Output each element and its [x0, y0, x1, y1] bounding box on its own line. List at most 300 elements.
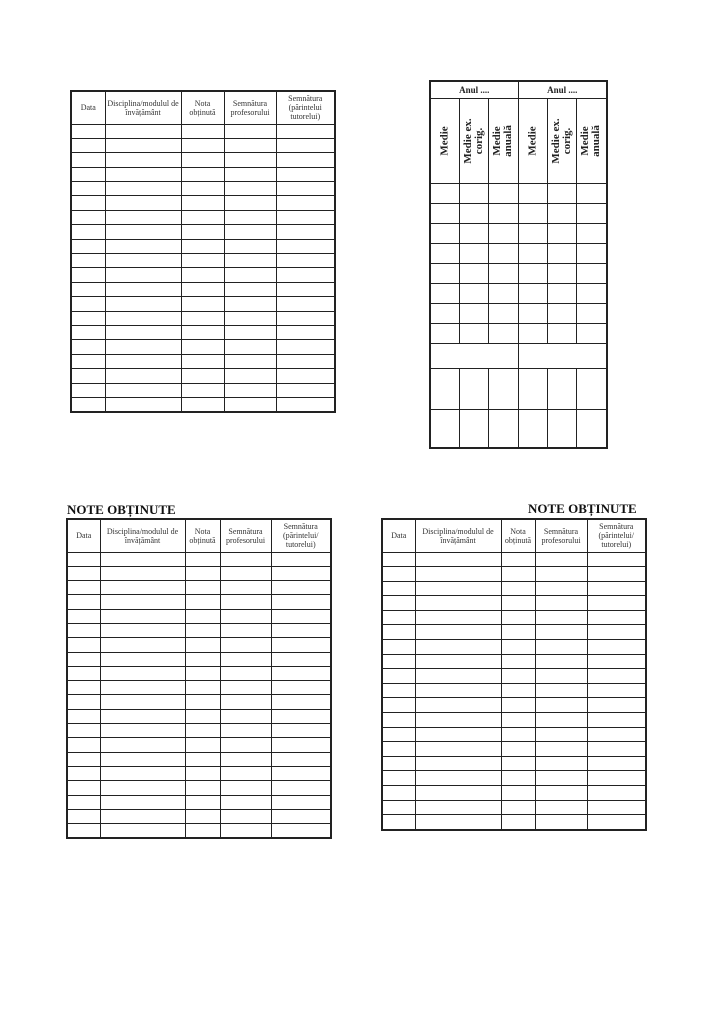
- table-cell[interactable]: [501, 610, 535, 625]
- table-cell[interactable]: [105, 340, 181, 354]
- average-cell[interactable]: [488, 244, 518, 264]
- table-cell[interactable]: [271, 738, 331, 752]
- table-cell[interactable]: [220, 666, 271, 680]
- average-cell[interactable]: [430, 224, 459, 244]
- table-cell[interactable]: [271, 609, 331, 623]
- table-cell[interactable]: [535, 610, 587, 625]
- table-cell[interactable]: [382, 625, 415, 640]
- table-cell[interactable]: [276, 340, 335, 354]
- table-cell[interactable]: [415, 756, 501, 771]
- table-cell[interactable]: [181, 153, 224, 167]
- signature-cell[interactable]: [518, 369, 547, 410]
- table-cell[interactable]: [382, 713, 415, 728]
- table-cell[interactable]: [276, 397, 335, 412]
- table-cell[interactable]: [587, 771, 646, 786]
- table-cell[interactable]: [224, 369, 276, 383]
- table-cell[interactable]: [276, 138, 335, 152]
- table-cell[interactable]: [276, 210, 335, 224]
- table-cell[interactable]: [535, 800, 587, 815]
- table-cell[interactable]: [71, 196, 105, 210]
- table-cell[interactable]: [535, 669, 587, 684]
- table-cell[interactable]: [501, 771, 535, 786]
- table-cell[interactable]: [382, 581, 415, 596]
- average-cell[interactable]: [488, 324, 518, 344]
- table-cell[interactable]: [276, 311, 335, 325]
- table-cell[interactable]: [185, 566, 220, 580]
- table-cell[interactable]: [220, 724, 271, 738]
- table-cell[interactable]: [181, 254, 224, 268]
- table-cell[interactable]: [105, 153, 181, 167]
- table-cell[interactable]: [67, 609, 100, 623]
- table-cell[interactable]: [185, 666, 220, 680]
- table-cell[interactable]: [71, 383, 105, 397]
- table-cell[interactable]: [415, 552, 501, 567]
- table-cell[interactable]: [100, 595, 185, 609]
- table-cell[interactable]: [67, 752, 100, 766]
- average-cell[interactable]: [576, 264, 607, 284]
- table-cell[interactable]: [105, 297, 181, 311]
- table-cell[interactable]: [276, 297, 335, 311]
- table-cell[interactable]: [276, 225, 335, 239]
- table-cell[interactable]: [415, 800, 501, 815]
- average-cell[interactable]: [518, 264, 547, 284]
- table-cell[interactable]: [276, 167, 335, 181]
- table-cell[interactable]: [535, 625, 587, 640]
- signature-cell[interactable]: [576, 369, 607, 410]
- table-cell[interactable]: [587, 698, 646, 713]
- table-cell[interactable]: [71, 297, 105, 311]
- table-cell[interactable]: [276, 369, 335, 383]
- signature-cell[interactable]: [430, 410, 459, 449]
- average-cell[interactable]: [576, 224, 607, 244]
- table-cell[interactable]: [181, 297, 224, 311]
- table-cell[interactable]: [105, 254, 181, 268]
- table-cell[interactable]: [501, 596, 535, 611]
- table-cell[interactable]: [224, 268, 276, 282]
- average-cell[interactable]: [576, 244, 607, 264]
- table-cell[interactable]: [501, 815, 535, 830]
- table-cell[interactable]: [224, 325, 276, 339]
- table-cell[interactable]: [587, 552, 646, 567]
- table-cell[interactable]: [271, 695, 331, 709]
- table-cell[interactable]: [271, 752, 331, 766]
- table-cell[interactable]: [271, 552, 331, 566]
- table-cell[interactable]: [415, 771, 501, 786]
- table-cell[interactable]: [71, 138, 105, 152]
- table-cell[interactable]: [220, 781, 271, 795]
- table-cell[interactable]: [71, 153, 105, 167]
- table-cell[interactable]: [100, 638, 185, 652]
- table-cell[interactable]: [382, 596, 415, 611]
- table-cell[interactable]: [382, 610, 415, 625]
- average-cell[interactable]: [430, 244, 459, 264]
- table-cell[interactable]: [382, 815, 415, 830]
- average-cell[interactable]: [518, 324, 547, 344]
- table-cell[interactable]: [535, 713, 587, 728]
- table-cell[interactable]: [271, 681, 331, 695]
- table-cell[interactable]: [185, 552, 220, 566]
- table-cell[interactable]: [271, 666, 331, 680]
- table-cell[interactable]: [105, 124, 181, 138]
- table-cell[interactable]: [415, 640, 501, 655]
- table-cell[interactable]: [71, 268, 105, 282]
- signature-cell[interactable]: [459, 410, 488, 449]
- table-cell[interactable]: [185, 752, 220, 766]
- table-cell[interactable]: [415, 815, 501, 830]
- table-cell[interactable]: [67, 552, 100, 566]
- table-cell[interactable]: [67, 595, 100, 609]
- table-cell[interactable]: [535, 567, 587, 582]
- table-cell[interactable]: [181, 196, 224, 210]
- table-cell[interactable]: [71, 325, 105, 339]
- table-cell[interactable]: [276, 196, 335, 210]
- table-cell[interactable]: [100, 824, 185, 839]
- table-cell[interactable]: [100, 738, 185, 752]
- table-cell[interactable]: [382, 567, 415, 582]
- average-cell[interactable]: [547, 264, 576, 284]
- table-cell[interactable]: [501, 581, 535, 596]
- table-cell[interactable]: [587, 610, 646, 625]
- table-cell[interactable]: [105, 369, 181, 383]
- table-cell[interactable]: [224, 210, 276, 224]
- table-cell[interactable]: [220, 738, 271, 752]
- table-cell[interactable]: [71, 239, 105, 253]
- table-cell[interactable]: [276, 182, 335, 196]
- table-cell[interactable]: [415, 625, 501, 640]
- table-cell[interactable]: [501, 683, 535, 698]
- table-cell[interactable]: [181, 210, 224, 224]
- table-cell[interactable]: [220, 795, 271, 809]
- table-cell[interactable]: [271, 566, 331, 580]
- table-cell[interactable]: [71, 397, 105, 412]
- table-cell[interactable]: [224, 282, 276, 296]
- table-cell[interactable]: [587, 727, 646, 742]
- table-cell[interactable]: [535, 756, 587, 771]
- table-cell[interactable]: [67, 652, 100, 666]
- table-cell[interactable]: [185, 595, 220, 609]
- table-cell[interactable]: [181, 383, 224, 397]
- table-cell[interactable]: [382, 756, 415, 771]
- table-cell[interactable]: [501, 786, 535, 801]
- table-cell[interactable]: [220, 766, 271, 780]
- table-cell[interactable]: [100, 623, 185, 637]
- average-cell[interactable]: [576, 284, 607, 304]
- table-cell[interactable]: [535, 654, 587, 669]
- table-cell[interactable]: [501, 698, 535, 713]
- table-cell[interactable]: [587, 683, 646, 698]
- table-cell[interactable]: [276, 268, 335, 282]
- table-cell[interactable]: [535, 683, 587, 698]
- table-cell[interactable]: [415, 581, 501, 596]
- table-cell[interactable]: [382, 552, 415, 567]
- average-cell[interactable]: [576, 184, 607, 204]
- average-cell[interactable]: [459, 284, 488, 304]
- table-cell[interactable]: [224, 225, 276, 239]
- table-cell[interactable]: [181, 268, 224, 282]
- table-cell[interactable]: [382, 786, 415, 801]
- average-cell[interactable]: [459, 224, 488, 244]
- average-cell[interactable]: [576, 324, 607, 344]
- table-cell[interactable]: [220, 709, 271, 723]
- average-cell[interactable]: [459, 324, 488, 344]
- table-cell[interactable]: [224, 297, 276, 311]
- table-cell[interactable]: [181, 325, 224, 339]
- table-cell[interactable]: [276, 383, 335, 397]
- table-cell[interactable]: [71, 167, 105, 181]
- average-cell[interactable]: [488, 184, 518, 204]
- signature-cell[interactable]: [547, 410, 576, 449]
- table-cell[interactable]: [415, 610, 501, 625]
- table-cell[interactable]: [71, 369, 105, 383]
- table-cell[interactable]: [501, 654, 535, 669]
- table-cell[interactable]: [501, 669, 535, 684]
- table-cell[interactable]: [100, 724, 185, 738]
- table-cell[interactable]: [224, 340, 276, 354]
- signature-cell[interactable]: [459, 369, 488, 410]
- average-cell[interactable]: [576, 304, 607, 324]
- table-cell[interactable]: [67, 666, 100, 680]
- table-cell[interactable]: [276, 282, 335, 296]
- table-cell[interactable]: [587, 742, 646, 757]
- table-cell[interactable]: [105, 268, 181, 282]
- table-cell[interactable]: [587, 756, 646, 771]
- table-cell[interactable]: [535, 727, 587, 742]
- table-cell[interactable]: [587, 625, 646, 640]
- table-cell[interactable]: [181, 182, 224, 196]
- table-cell[interactable]: [71, 254, 105, 268]
- table-cell[interactable]: [105, 325, 181, 339]
- table-cell[interactable]: [587, 596, 646, 611]
- table-cell[interactable]: [220, 623, 271, 637]
- table-cell[interactable]: [71, 340, 105, 354]
- average-cell[interactable]: [488, 204, 518, 224]
- table-cell[interactable]: [276, 354, 335, 368]
- table-cell[interactable]: [100, 752, 185, 766]
- table-cell[interactable]: [587, 640, 646, 655]
- table-cell[interactable]: [382, 640, 415, 655]
- average-cell[interactable]: [547, 284, 576, 304]
- average-cell[interactable]: [488, 224, 518, 244]
- table-cell[interactable]: [105, 311, 181, 325]
- table-cell[interactable]: [271, 652, 331, 666]
- table-cell[interactable]: [185, 581, 220, 595]
- table-cell[interactable]: [220, 638, 271, 652]
- table-cell[interactable]: [67, 781, 100, 795]
- table-cell[interactable]: [224, 239, 276, 253]
- table-cell[interactable]: [181, 354, 224, 368]
- table-cell[interactable]: [415, 713, 501, 728]
- summary-cell[interactable]: [430, 344, 518, 369]
- average-cell[interactable]: [459, 204, 488, 224]
- table-cell[interactable]: [276, 124, 335, 138]
- table-cell[interactable]: [276, 254, 335, 268]
- table-cell[interactable]: [100, 666, 185, 680]
- table-cell[interactable]: [382, 683, 415, 698]
- table-cell[interactable]: [535, 640, 587, 655]
- table-cell[interactable]: [67, 709, 100, 723]
- table-cell[interactable]: [224, 167, 276, 181]
- table-cell[interactable]: [185, 766, 220, 780]
- table-cell[interactable]: [535, 786, 587, 801]
- signature-cell[interactable]: [547, 369, 576, 410]
- table-cell[interactable]: [185, 795, 220, 809]
- table-cell[interactable]: [100, 695, 185, 709]
- table-cell[interactable]: [100, 566, 185, 580]
- table-cell[interactable]: [67, 766, 100, 780]
- average-cell[interactable]: [459, 264, 488, 284]
- signature-cell[interactable]: [430, 369, 459, 410]
- table-cell[interactable]: [220, 595, 271, 609]
- table-cell[interactable]: [100, 795, 185, 809]
- table-cell[interactable]: [105, 210, 181, 224]
- table-cell[interactable]: [100, 809, 185, 823]
- table-cell[interactable]: [220, 681, 271, 695]
- average-cell[interactable]: [459, 244, 488, 264]
- table-cell[interactable]: [501, 742, 535, 757]
- table-cell[interactable]: [271, 781, 331, 795]
- table-cell[interactable]: [105, 239, 181, 253]
- table-cell[interactable]: [382, 654, 415, 669]
- table-cell[interactable]: [181, 397, 224, 412]
- average-cell[interactable]: [547, 204, 576, 224]
- table-cell[interactable]: [220, 652, 271, 666]
- table-cell[interactable]: [415, 567, 501, 582]
- average-cell[interactable]: [430, 264, 459, 284]
- average-cell[interactable]: [430, 284, 459, 304]
- table-cell[interactable]: [185, 738, 220, 752]
- average-cell[interactable]: [430, 304, 459, 324]
- table-cell[interactable]: [181, 239, 224, 253]
- table-cell[interactable]: [67, 795, 100, 809]
- table-cell[interactable]: [100, 552, 185, 566]
- table-cell[interactable]: [105, 225, 181, 239]
- table-cell[interactable]: [382, 727, 415, 742]
- table-cell[interactable]: [105, 282, 181, 296]
- table-cell[interactable]: [220, 566, 271, 580]
- average-cell[interactable]: [518, 204, 547, 224]
- average-cell[interactable]: [459, 184, 488, 204]
- table-cell[interactable]: [224, 354, 276, 368]
- average-cell[interactable]: [518, 284, 547, 304]
- table-cell[interactable]: [224, 254, 276, 268]
- table-cell[interactable]: [224, 182, 276, 196]
- table-cell[interactable]: [185, 724, 220, 738]
- table-cell[interactable]: [276, 239, 335, 253]
- table-cell[interactable]: [67, 623, 100, 637]
- table-cell[interactable]: [535, 581, 587, 596]
- table-cell[interactable]: [67, 809, 100, 823]
- table-cell[interactable]: [181, 225, 224, 239]
- table-cell[interactable]: [501, 800, 535, 815]
- table-cell[interactable]: [501, 552, 535, 567]
- table-cell[interactable]: [382, 742, 415, 757]
- table-cell[interactable]: [220, 824, 271, 839]
- average-cell[interactable]: [488, 284, 518, 304]
- average-cell[interactable]: [518, 224, 547, 244]
- table-cell[interactable]: [220, 609, 271, 623]
- average-cell[interactable]: [547, 224, 576, 244]
- table-cell[interactable]: [100, 766, 185, 780]
- table-cell[interactable]: [181, 124, 224, 138]
- table-cell[interactable]: [271, 581, 331, 595]
- table-cell[interactable]: [100, 609, 185, 623]
- table-cell[interactable]: [535, 698, 587, 713]
- table-cell[interactable]: [185, 681, 220, 695]
- table-cell[interactable]: [67, 724, 100, 738]
- table-cell[interactable]: [185, 695, 220, 709]
- table-cell[interactable]: [535, 815, 587, 830]
- table-cell[interactable]: [185, 809, 220, 823]
- table-cell[interactable]: [415, 742, 501, 757]
- signature-cell[interactable]: [488, 410, 518, 449]
- table-cell[interactable]: [67, 638, 100, 652]
- table-cell[interactable]: [501, 756, 535, 771]
- table-cell[interactable]: [501, 713, 535, 728]
- table-cell[interactable]: [185, 609, 220, 623]
- table-cell[interactable]: [271, 795, 331, 809]
- table-cell[interactable]: [224, 153, 276, 167]
- table-cell[interactable]: [415, 698, 501, 713]
- average-cell[interactable]: [430, 184, 459, 204]
- table-cell[interactable]: [67, 824, 100, 839]
- table-cell[interactable]: [185, 824, 220, 839]
- table-cell[interactable]: [100, 781, 185, 795]
- table-cell[interactable]: [501, 567, 535, 582]
- table-cell[interactable]: [271, 809, 331, 823]
- table-cell[interactable]: [415, 727, 501, 742]
- table-cell[interactable]: [185, 652, 220, 666]
- table-cell[interactable]: [587, 581, 646, 596]
- table-cell[interactable]: [181, 369, 224, 383]
- average-cell[interactable]: [576, 204, 607, 224]
- table-cell[interactable]: [415, 683, 501, 698]
- table-cell[interactable]: [587, 815, 646, 830]
- average-cell[interactable]: [518, 304, 547, 324]
- table-cell[interactable]: [382, 698, 415, 713]
- table-cell[interactable]: [271, 623, 331, 637]
- average-cell[interactable]: [488, 264, 518, 284]
- average-cell[interactable]: [459, 304, 488, 324]
- table-cell[interactable]: [587, 567, 646, 582]
- average-cell[interactable]: [488, 304, 518, 324]
- table-cell[interactable]: [224, 397, 276, 412]
- signature-cell[interactable]: [488, 369, 518, 410]
- table-cell[interactable]: [415, 654, 501, 669]
- table-cell[interactable]: [535, 771, 587, 786]
- table-cell[interactable]: [220, 695, 271, 709]
- table-cell[interactable]: [224, 124, 276, 138]
- table-cell[interactable]: [271, 766, 331, 780]
- table-cell[interactable]: [71, 124, 105, 138]
- table-cell[interactable]: [382, 800, 415, 815]
- signature-cell[interactable]: [576, 410, 607, 449]
- table-cell[interactable]: [382, 771, 415, 786]
- table-cell[interactable]: [100, 652, 185, 666]
- average-cell[interactable]: [518, 244, 547, 264]
- table-cell[interactable]: [535, 596, 587, 611]
- table-cell[interactable]: [71, 210, 105, 224]
- table-cell[interactable]: [276, 153, 335, 167]
- table-cell[interactable]: [535, 742, 587, 757]
- table-cell[interactable]: [185, 781, 220, 795]
- table-cell[interactable]: [105, 397, 181, 412]
- table-cell[interactable]: [181, 282, 224, 296]
- table-cell[interactable]: [67, 581, 100, 595]
- table-cell[interactable]: [415, 596, 501, 611]
- table-cell[interactable]: [587, 786, 646, 801]
- table-cell[interactable]: [71, 311, 105, 325]
- table-cell[interactable]: [71, 225, 105, 239]
